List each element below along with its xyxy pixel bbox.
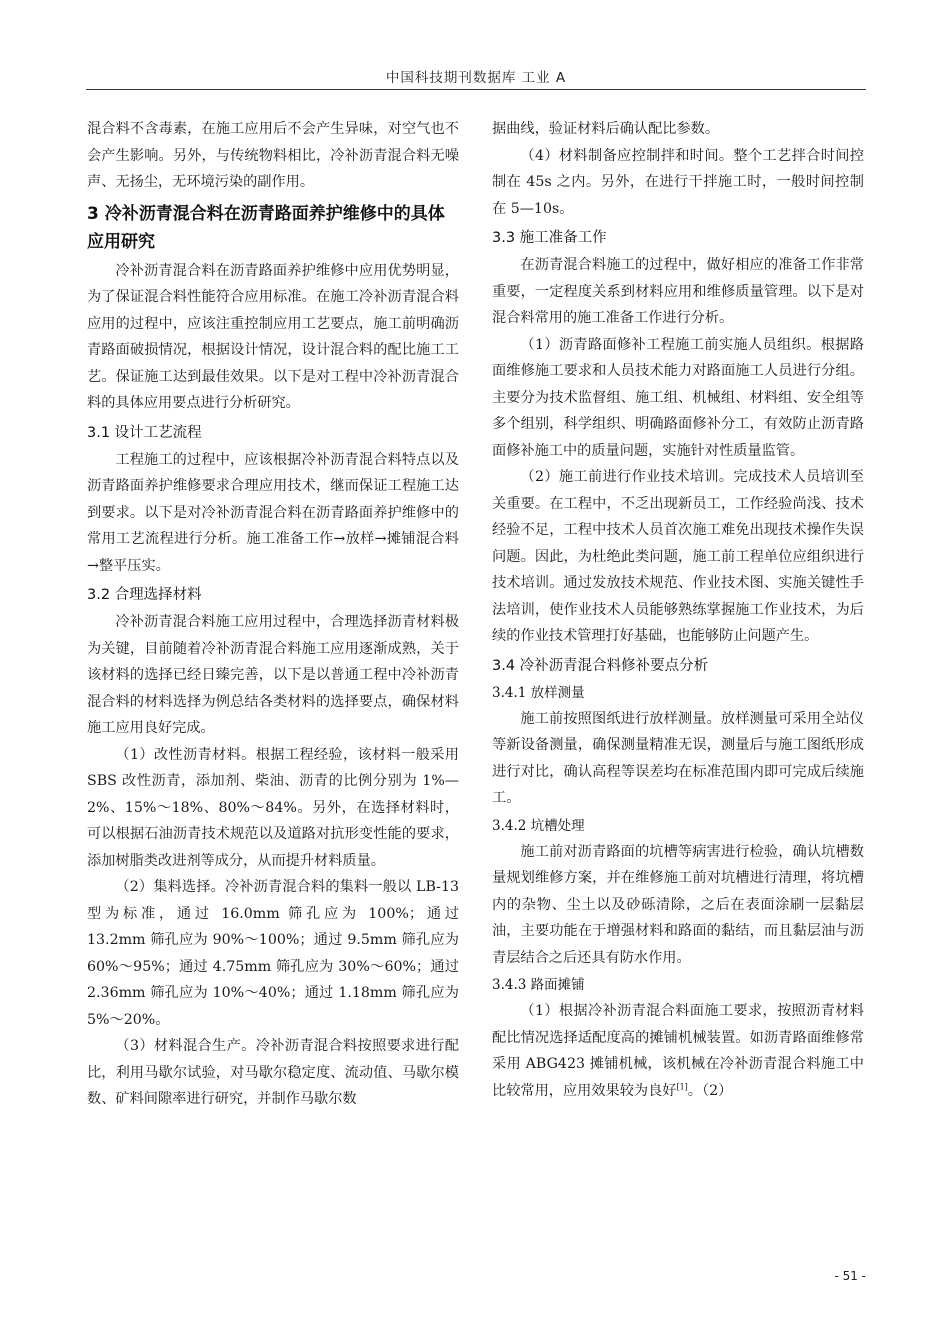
section-3-4-3-paragraph <box>492 998 864 1104</box>
page-number: - 51 - <box>834 1269 866 1283</box>
section-3-3-paragraph: 在沥青混合料施工的过程中，做好相应的准备工作非常重要，一定程度关系到材料应用和维修质量管理。以下是对混合料常用的施工准备工作进行分析。 <box>492 257 864 326</box>
left-column <box>87 116 459 1113</box>
section-3-4-1-paragraph: 施工前按照图纸进行放样测量。放样测量可采用全站仪等新设备测量，确保测量精准无误，测量后与施工图纸形成进行对比，确认高程等误差均在标准范围内即可完成后续施工。 <box>492 710 864 806</box>
section-3-4-2-paragraph: 施工前对沥青路面的坑槽等病害进行检验，确认坑槽数量规划维修方案，并在维修施工前对坑槽进行清理，将坑槽内的杂物、尘土以及砂砾清除，之后在表面涂刷一层黏层油，主要功能在于增强材料和路面的黏结，而且黏层油与沥青层结合之后还具有防水作用。 <box>492 843 864 966</box>
intro-paragraph: 混合料不含毒素，在施工应用后不会产生异味，对空气也不会产生影响。另外，与传统物料相比，冷补沥青混合料无噪声、无扬尘，无环境污染的副作用。 <box>87 121 459 190</box>
paving-text: （1）根据冷补沥青混合料面施工要求，按照沥青材料配比情况选择适配度高的摊铺机械装置。如沥青路面维修常采用 ABG423 摊铺机械，该机械在冷补沥青混合料施工中比较常用，应用效果较为良好 <box>492 1003 864 1099</box>
section-3-heading: 3 冷补沥青混合料在沥青路面养护维修中的具体应用研究 <box>87 203 445 252</box>
section-3-paragraph: 冷补沥青混合料在沥青路面养护维修中应用优势明显，为了保证混合料性能符合应用标准。在施工冷补沥青混合料应用的过程中，应该注重控制应用工艺要点，施工前明确沥青路面破损情况，根据设计情况，设计混合料的配比施工工艺。保证施工达到最佳效果。以下是对工程中冷补沥青混合料的具体应用要点进行分析研究。 <box>87 262 459 411</box>
item-aggregate: （2）集料选择。冷补沥青混合料的集料一般以 LB-13 型为标准，通过 16.0mm 筛孔应为 100%；通过 13.2mm 筛孔应为 90%～100%；通过 9.5mm 筛孔应为 60%～95%；通过 4.75mm 筛孔应为 30%～60%；通过 2.36mm 筛孔应为 10%～40%；通过 1.18mm 筛孔应为 5%～20%。 <box>87 879 459 1028</box>
section-3-2-heading: 3.2 合理选择材料 <box>87 587 202 603</box>
item-mixing-time: （4）材料制备应控制拌和时间。整个工艺拌合时间控制在 45s 之内。另外，在进行干拌施工时，一般时间控制在 5—10s。 <box>492 147 864 217</box>
section-3-1-heading: 3.1 设计工艺流程 <box>87 424 202 441</box>
item-mixing-production: （3）材料混合生产。冷补沥青混合料按照要求进行配比，利用马歇尔试验，对马歇尔稳定度、流动值、马歇尔模数、矿料间隙率进行研究，并制作马歇尔数 <box>87 1038 459 1107</box>
paving-text-tail: 。（2） <box>687 1082 733 1099</box>
right-column <box>492 116 864 1104</box>
section-3-4-heading: 3.4 冷补沥青混合料修补要点分析 <box>492 657 709 674</box>
journal-header: 中国科技期刊数据库 工业 A <box>385 70 567 86</box>
header-rule <box>86 89 866 90</box>
section-3-3-heading: 3.3 施工准备工作 <box>492 230 607 246</box>
item-modified-asphalt: （1）改性沥青材料。根据工程经验，该材料一般采用 SBS 改性沥青，添加剂、柴油、沥青的比例分别为 1%—2%、15%～18%、80%～84%。另外，在选择材料时，可以根据石油沥青技术规范以及道路对抗形变性能的要求，添加树脂类改进剂等成分，从而提升材料质量。 <box>87 746 459 869</box>
continued-paragraph: 据曲线，验证材料后确认配比参数。 <box>492 121 720 137</box>
citation-ref[interactable]: [1] <box>676 1081 688 1091</box>
section-3-4-1-heading: 3.4.1 放样测量 <box>492 684 585 701</box>
section-3-4-2-heading: 3.4.2 坑槽处理 <box>492 817 585 834</box>
section-3-2-paragraph: 冷补沥青混合料施工应用过程中，合理选择沥青材料极为关键，目前随着冷补沥青混合料施工应用逐渐成熟，关于该材料的选择已经日臻完善，以下是以普通工程中冷补沥青混合料的材料选择为例总结各类材料的选择要点，确保材料施工应用良好完成。 <box>87 614 459 736</box>
item-staff-organization: （1）沥青路面修补工程施工前实施人员组织。根据路面维修施工要求和人员技术能力对路面施工人员进行分组。主要分为技术监督组、施工组、机械组、材料组、安全组等多个组别，科学组织、明确路面修补分工，有效防止沥青路面修补施工中的质量问题，实施针对性质量监管。 <box>492 336 864 459</box>
section-3-4-3-heading: 3.4.3 路面摊铺 <box>492 977 585 993</box>
section-3-1-paragraph: 工程施工的过程中，应该根据冷补沥青混合料特点以及沥青路面养护维修要求合理应用技术，继而保证工程施工达到要求。以下是对冷补沥青混合料在沥青路面养护维修中的常用工艺流程进行分析。施工准备工作→放样→摊铺混合料→整平压实。 <box>87 451 459 574</box>
item-technical-training: （2）施工前进行作业技术培训。完成技术人员培训至关重要。在工程中，不乏出现新员工，工作经验尚浅、技术经验不足，工程中技术人员首次施工难免出现技术操作失误问题。因此，为杜绝此类问题，施工前工程单位应组织进行技术培训。通过发放技术规范、作业技术图、实施关键性手法培训，使作业技术人员能够熟练掌握施工作业技术，为后续的作业技术管理打好基础，也能够防止问题产生。 <box>492 469 864 644</box>
